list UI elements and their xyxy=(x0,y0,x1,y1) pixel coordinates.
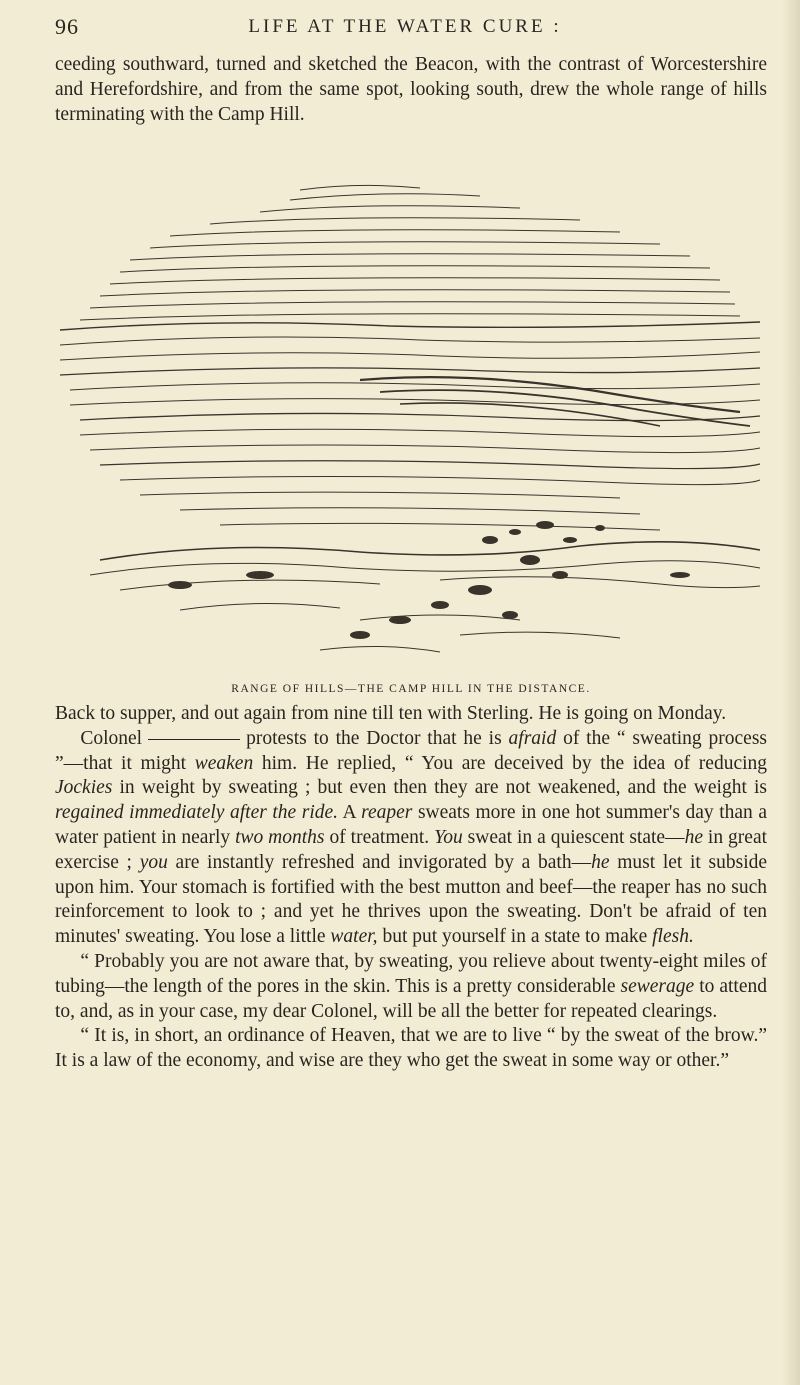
paragraph-tubing xyxy=(55,950,767,1024)
text-run: of the “ sweating process ”—that it might xyxy=(55,727,768,774)
body-text xyxy=(55,702,767,1074)
text-run: of treatment. xyxy=(329,826,430,848)
text-run: but put yourself in a state to make xyxy=(382,926,648,948)
italic-run: he xyxy=(684,826,703,848)
running-title: LIFE AT THE WATER CURE : xyxy=(248,16,562,37)
italic-run: regained immediately after the ride. xyxy=(55,802,339,824)
redacted-name-rule xyxy=(148,739,240,740)
paragraph-colonel xyxy=(55,727,767,950)
italic-run: sewerage xyxy=(620,975,695,997)
italic-run: two months xyxy=(235,826,325,848)
italic-run: reaper xyxy=(361,802,413,824)
italic-run: water, xyxy=(330,926,378,948)
text-run: are instantly refreshed and invigorated by a bath— xyxy=(175,851,592,873)
intro-paragraph: ceeding southward, turned and sketched the Beacon, with the contrast of Worcestershire and Herefordshire, and from the same spot, looking south, drew the whole range of hills terminating with the Camp Hill. xyxy=(55,54,767,125)
italic-run: afraid xyxy=(508,727,557,749)
text-run: Colonel xyxy=(80,727,143,749)
page-header xyxy=(55,14,755,44)
engraved-landscape-illustration xyxy=(60,180,765,680)
text-run: in weight by sweating ; but even then they are not weakened, and the weight is xyxy=(119,777,767,799)
text-run: in great exercise ; xyxy=(55,826,768,873)
page-number: 96 xyxy=(55,14,79,39)
text-run: protests to the Doctor that he is xyxy=(246,727,502,749)
text-run: “ Probably you are not aware that, by sweating, you relieve about twenty-eight miles of tubing—the length of the pores in the skin. This is a pretty considerable xyxy=(55,950,767,997)
text-run: to attend to, and, as in your case, my dear Colonel, will be all the better for repeated clearings. xyxy=(55,975,767,1022)
text-run: sweat in a quiescent state— xyxy=(467,826,685,848)
italic-run: flesh. xyxy=(652,926,694,948)
italic-run: Jockies xyxy=(55,777,113,799)
italic-run: You xyxy=(434,826,463,848)
paragraph-ordinance: “ It is, in short, an ordinance of Heaven, that we are to live “ by the sweat of the brow.” It is a law of the economy, and wise are they who get the sweat in some way or other.” xyxy=(55,1025,767,1072)
italic-run: you xyxy=(139,851,168,873)
text-run: must let it subside upon him. Your stomach is fortified with the best mutton and beef—the reaper has no such reinforcement to look to ; and yet he thrives upon the sweating. Don't be afraid of ten minutes' sweating. You lose a little xyxy=(55,851,768,948)
landscape-illustration xyxy=(60,180,765,680)
text-run: him. He replied, “ You are deceived by the idea of reducing xyxy=(261,752,768,774)
italic-run: weaken xyxy=(194,752,254,774)
italic-run: he xyxy=(591,851,610,873)
figure-caption: RANGE OF HILLS—THE CAMP HILL IN THE DISTANCE. xyxy=(231,683,591,695)
paragraph-supper: Back to supper, and out again from nine till ten with Sterling. He is going on Monday. xyxy=(55,703,727,724)
page-edge-shadow xyxy=(782,0,800,1385)
text-run: A xyxy=(342,802,356,824)
text-run: sweats more in one hot summer's day than a water patient in nearly xyxy=(55,802,767,848)
